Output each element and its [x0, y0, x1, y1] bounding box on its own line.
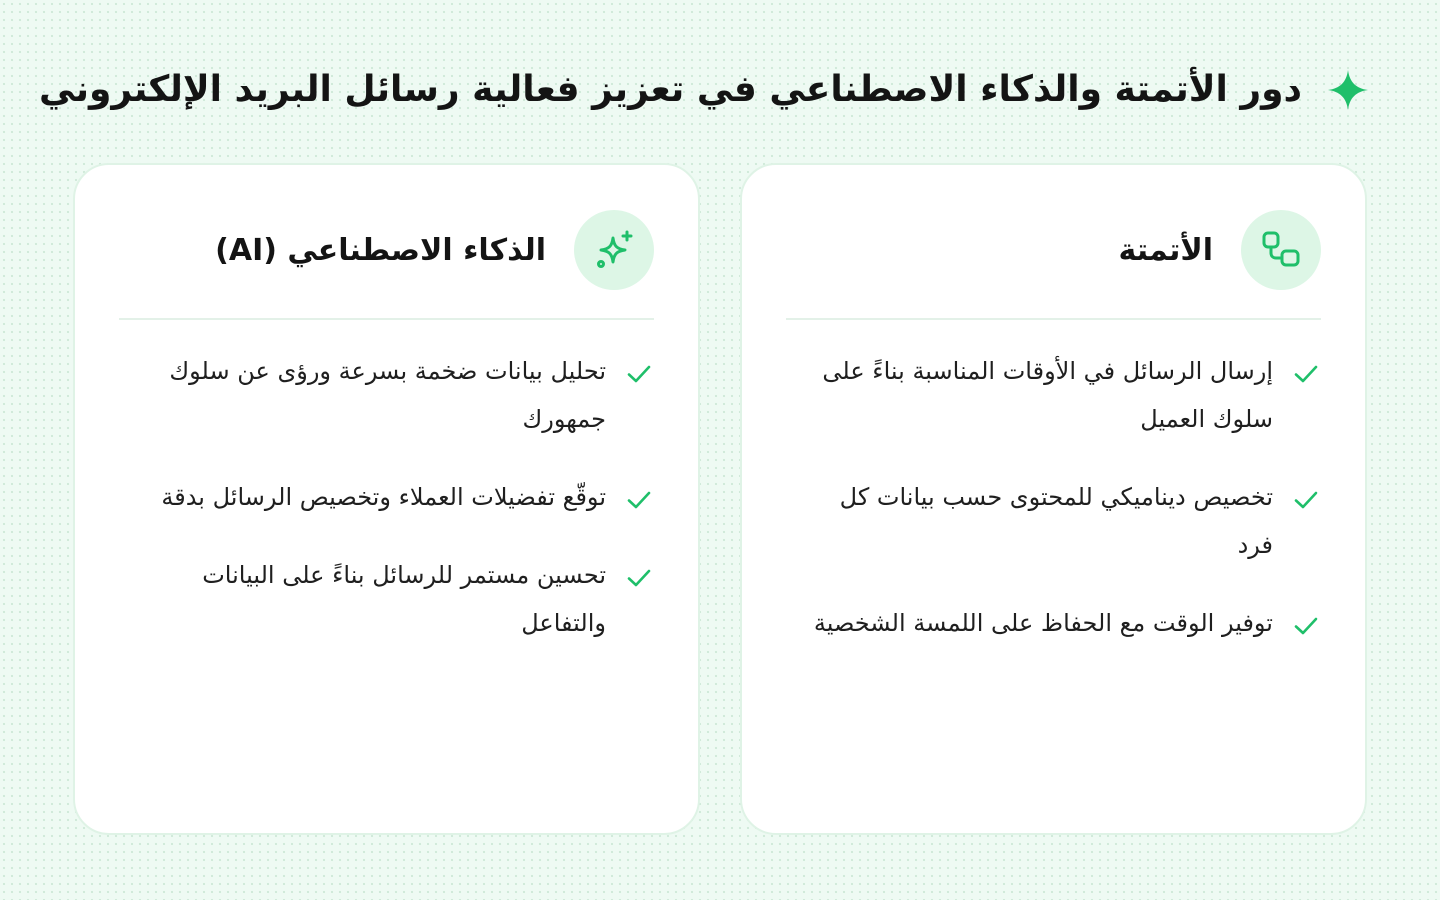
feature-list — [119, 347, 654, 677]
list-item-text: توفير الوقت مع الحفاظ على اللمسة الشخصية — [813, 609, 1273, 637]
card-title: الأتمتة — [1118, 232, 1213, 268]
workflow-nodes-icon — [1241, 210, 1321, 290]
check-icon — [624, 485, 654, 515]
list-item — [119, 347, 654, 443]
check-icon — [1291, 611, 1321, 641]
divider — [119, 318, 654, 320]
list-item-text: تحليل بيانات ضخمة بسرعة ورؤى عن سلوك جمهورك — [169, 357, 606, 433]
list-item — [119, 473, 654, 521]
page-header — [39, 62, 1370, 118]
list-item-text: تحسين مستمر للرسائل بناءً على البيانات والتفاعل — [202, 561, 606, 637]
list-item-text: توقّع تفضيلات العملاء وتخصيص الرسائل بدقة — [161, 483, 606, 511]
list-item — [119, 551, 654, 647]
list-item-text: إرسال الرسائل في الأوقات المناسبة بناءً على سلوك العميل — [822, 357, 1273, 433]
divider — [786, 318, 1321, 320]
list-item — [786, 347, 1321, 443]
sparkle-star-icon — [1326, 68, 1370, 112]
check-icon — [624, 563, 654, 593]
list-item — [786, 599, 1321, 647]
feature-list — [786, 347, 1321, 677]
check-icon — [1291, 359, 1321, 389]
sparkles-icon — [574, 210, 654, 290]
check-icon — [624, 359, 654, 389]
ai-card — [73, 163, 700, 835]
list-item — [786, 473, 1321, 569]
list-item-text: تخصيص ديناميكي للمحتوى حسب بيانات كل فرد — [839, 483, 1273, 559]
page-title: دور الأتمتة والذكاء الاصطناعي في تعزيز فعالية رسائل البريد الإلكتروني — [39, 69, 1302, 111]
automation-card — [740, 163, 1367, 835]
card-header — [119, 209, 654, 291]
card-title: الذكاء الاصطناعي (AI) — [215, 232, 546, 268]
check-icon — [1291, 485, 1321, 515]
card-header — [786, 209, 1321, 291]
